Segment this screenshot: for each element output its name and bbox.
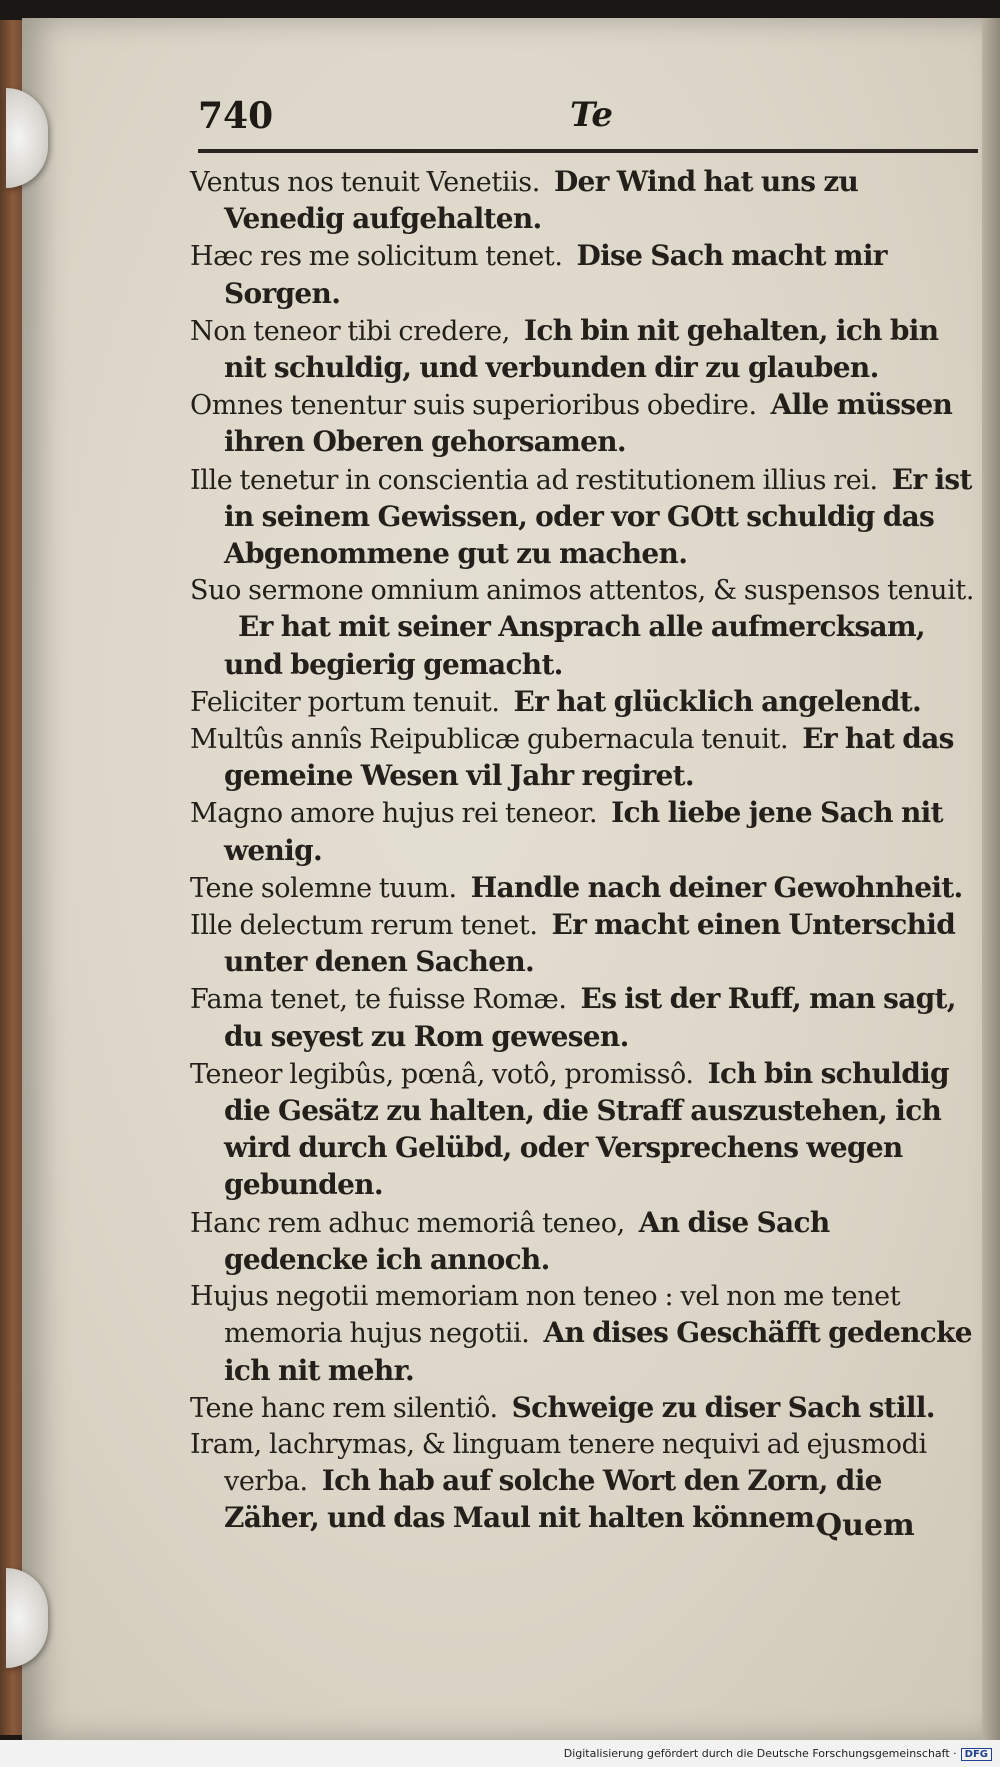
entry-latin: Magno amore hujus rei teneor. (190, 798, 598, 830)
entry-german: Er ist in seinem Gewissen, oder vor GOtt schuldig das Abgenommene gut zu machen. (224, 462, 972, 571)
entry-german: Alle müssen ihren Oberen gehorsamen. (224, 388, 953, 459)
entry (190, 721, 980, 795)
entry (190, 1056, 980, 1205)
entry-german: Der Wind hat uns zu Venedig aufgehalten. (224, 165, 859, 236)
entry-german: Er macht einen Unterschid unter denen Sachen. (224, 908, 956, 979)
entry-latin: Suo sermone omnium animos attentos, & suspensos tenuit. (190, 575, 975, 607)
entry (190, 684, 980, 721)
entry-german: Handle nach deiner Gewohnheit. (470, 870, 963, 904)
dictionary-entries (190, 164, 980, 1538)
entry-latin: Feliciter portum tenuit. (190, 686, 500, 718)
entry-german: Er hat glücklich angelendt. (513, 684, 922, 718)
entry-latin: Iram, lachrymas, & linguam tenere nequivi ad ejusmodi verba. (190, 1428, 927, 1498)
page-header (198, 95, 978, 155)
entry-german: Ich bin nit gehalten, ich bin nit schuldig, und verbunden dir zu glauben. (224, 313, 939, 385)
entry-latin: Multûs annîs Reipublicæ gubernacula tenuit. (190, 724, 789, 756)
header-rule (198, 149, 978, 153)
entry-german: Schweige zu diser Sach still. (511, 1390, 935, 1424)
entry-german: Es ist der Ruff, man sagt, du seyest zu Rom gewesen. (224, 982, 956, 1053)
entry (190, 573, 980, 684)
dfg-logo-badge: DFG (961, 1748, 992, 1761)
entry (190, 387, 980, 461)
entry (190, 870, 980, 907)
entry-german: Er hat mit seiner Ansprach alle aufmercksam, und begierig gemacht. (224, 610, 925, 681)
entry (190, 981, 980, 1055)
entry-latin: Tene hanc rem silentiô. (190, 1392, 498, 1424)
entry-latin: Non teneor tibi credere, (190, 315, 510, 347)
entry-latin: Tene solemne tuum. (190, 872, 457, 904)
page-number: 740 (198, 95, 274, 137)
entry-german: Ich bin schuldig die Gesätz zu halten, die Straff auszustehen, ich wird durch Gelübd, oder Versprechens wegen gebunden. (224, 1056, 949, 1202)
digitization-credit (564, 1747, 992, 1761)
entry-german: An dises Geschäfft gedencke ich nit mehr. (224, 1316, 972, 1387)
entry-latin: Hanc rem adhuc memoriâ teneo, (190, 1207, 625, 1239)
entry-german: Dise Sach macht mir Sorgen. (224, 239, 887, 310)
entry-latin: Ille tenetur in conscientia ad restitutionem illius rei. (190, 464, 878, 496)
running-head: Te (570, 95, 614, 135)
entry-german: Ich hab auf solche Wort den Zorn, die Zäher, und das Maul nit halten könnem. (224, 1464, 882, 1535)
entry-latin: Ventus nos tenuit Venetiis. (190, 167, 540, 198)
entry-latin: Omnes tenentur suis superioribus obedire. (190, 390, 757, 422)
entry-latin: Hujus negotii memoriam non teneo : vel non me tenet memoria hujus negotii. (190, 1281, 901, 1350)
entry (190, 164, 980, 238)
entry-latin: Teneor legibûs, pœnâ, votô, promissô. (190, 1058, 694, 1090)
facing-page-edge (982, 18, 1000, 1740)
entry (190, 907, 980, 981)
entry-german: An dise Sach gedencke ich annoch. (224, 1205, 830, 1276)
entry-latin: Hæc res me solicitum tenet. (190, 241, 563, 273)
entry-german: Ich liebe jene Sach nit wenig. (224, 796, 943, 867)
entry (190, 462, 980, 574)
entry (190, 795, 980, 869)
entry-latin: Fama tenet, te fuisse Romæ. (190, 984, 567, 1016)
catchword: Quem (816, 1508, 915, 1543)
entry (190, 238, 980, 312)
entry (190, 313, 980, 387)
entry-german: Er hat das gemeine Wesen vil Jahr regiret. (224, 722, 954, 793)
entry (190, 1205, 980, 1279)
entry (190, 1279, 980, 1390)
entry (190, 1390, 980, 1427)
entry-latin: Ille delectum rerum tenet. (190, 910, 538, 942)
credit-text: Digitalisierung gefördert durch die Deutsche Forschungsgemeinschaft · (563, 1747, 957, 1760)
